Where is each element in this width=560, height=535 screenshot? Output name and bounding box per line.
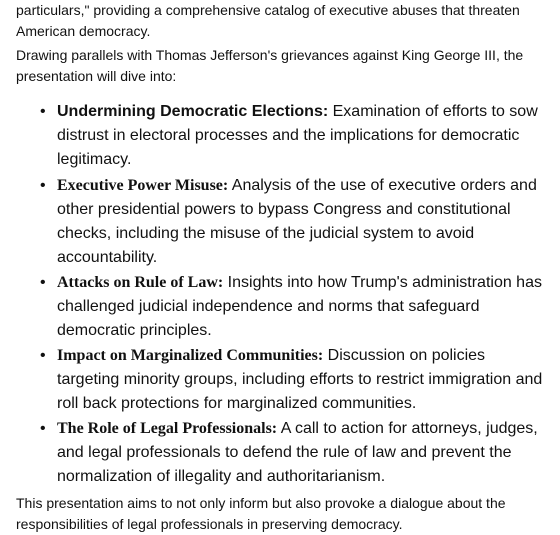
list-item <box>40 344 546 416</box>
bullet-icon: • <box>40 177 46 194</box>
topic-title: The Role of Legal Professionals: <box>57 420 278 437</box>
list-item <box>40 271 546 343</box>
intro-line-1: particulars," providing a comprehensive catalog of executive abuses that threaten <box>16 2 520 18</box>
intro-paragraph <box>16 0 546 42</box>
topic-description: Discussion on policies targeting minority groups, including efforts to restrict immigration and roll back protections for marginalized communities. <box>57 347 543 412</box>
bullet-icon: • <box>40 103 46 120</box>
topic-list <box>16 100 546 489</box>
topic-description: Analysis of the use of executive orders and other presidential powers to bypass Congress and constitutional checks, including the misuse of the judicial system to avoid accountability. <box>57 177 537 266</box>
list-item <box>40 417 546 489</box>
bullet-icon: • <box>40 420 46 437</box>
topic-title: Attacks on Rule of Law: <box>57 274 224 291</box>
topic-description: A call to action for attorneys, judges, and legal professionals to defend the rule of law and prevent the normalization of illegality and authoritarianism. <box>57 420 538 485</box>
topic-description: Insights into how Trump's administration has challenged judicial independence and norms that safeguard democratic principles. <box>57 274 542 339</box>
closing-paragraph: This presentation aims to not only inform but also provoke a dialogue about the responsibilities of legal professionals in preserving democracy. <box>16 495 506 532</box>
bullet-icon: • <box>40 274 46 291</box>
intro-line-2: American democracy. <box>16 23 151 39</box>
topic-title: Undermining Democratic Elections: <box>57 103 329 120</box>
document-body <box>16 0 546 535</box>
list-item <box>40 100 546 172</box>
topic-title: Impact on Marginalized Communities: <box>57 347 324 364</box>
topic-title: Executive Power Misuse: <box>57 177 229 194</box>
topic-description: Examination of efforts to sow distrust in electoral processes and the implications for democratic legitimacy. <box>57 103 538 168</box>
list-item <box>40 174 546 270</box>
lead-in-paragraph: Drawing parallels with Thomas Jefferson's grievances against King George III, the presentation will dive into: <box>16 47 524 84</box>
bullet-icon: • <box>40 347 46 364</box>
